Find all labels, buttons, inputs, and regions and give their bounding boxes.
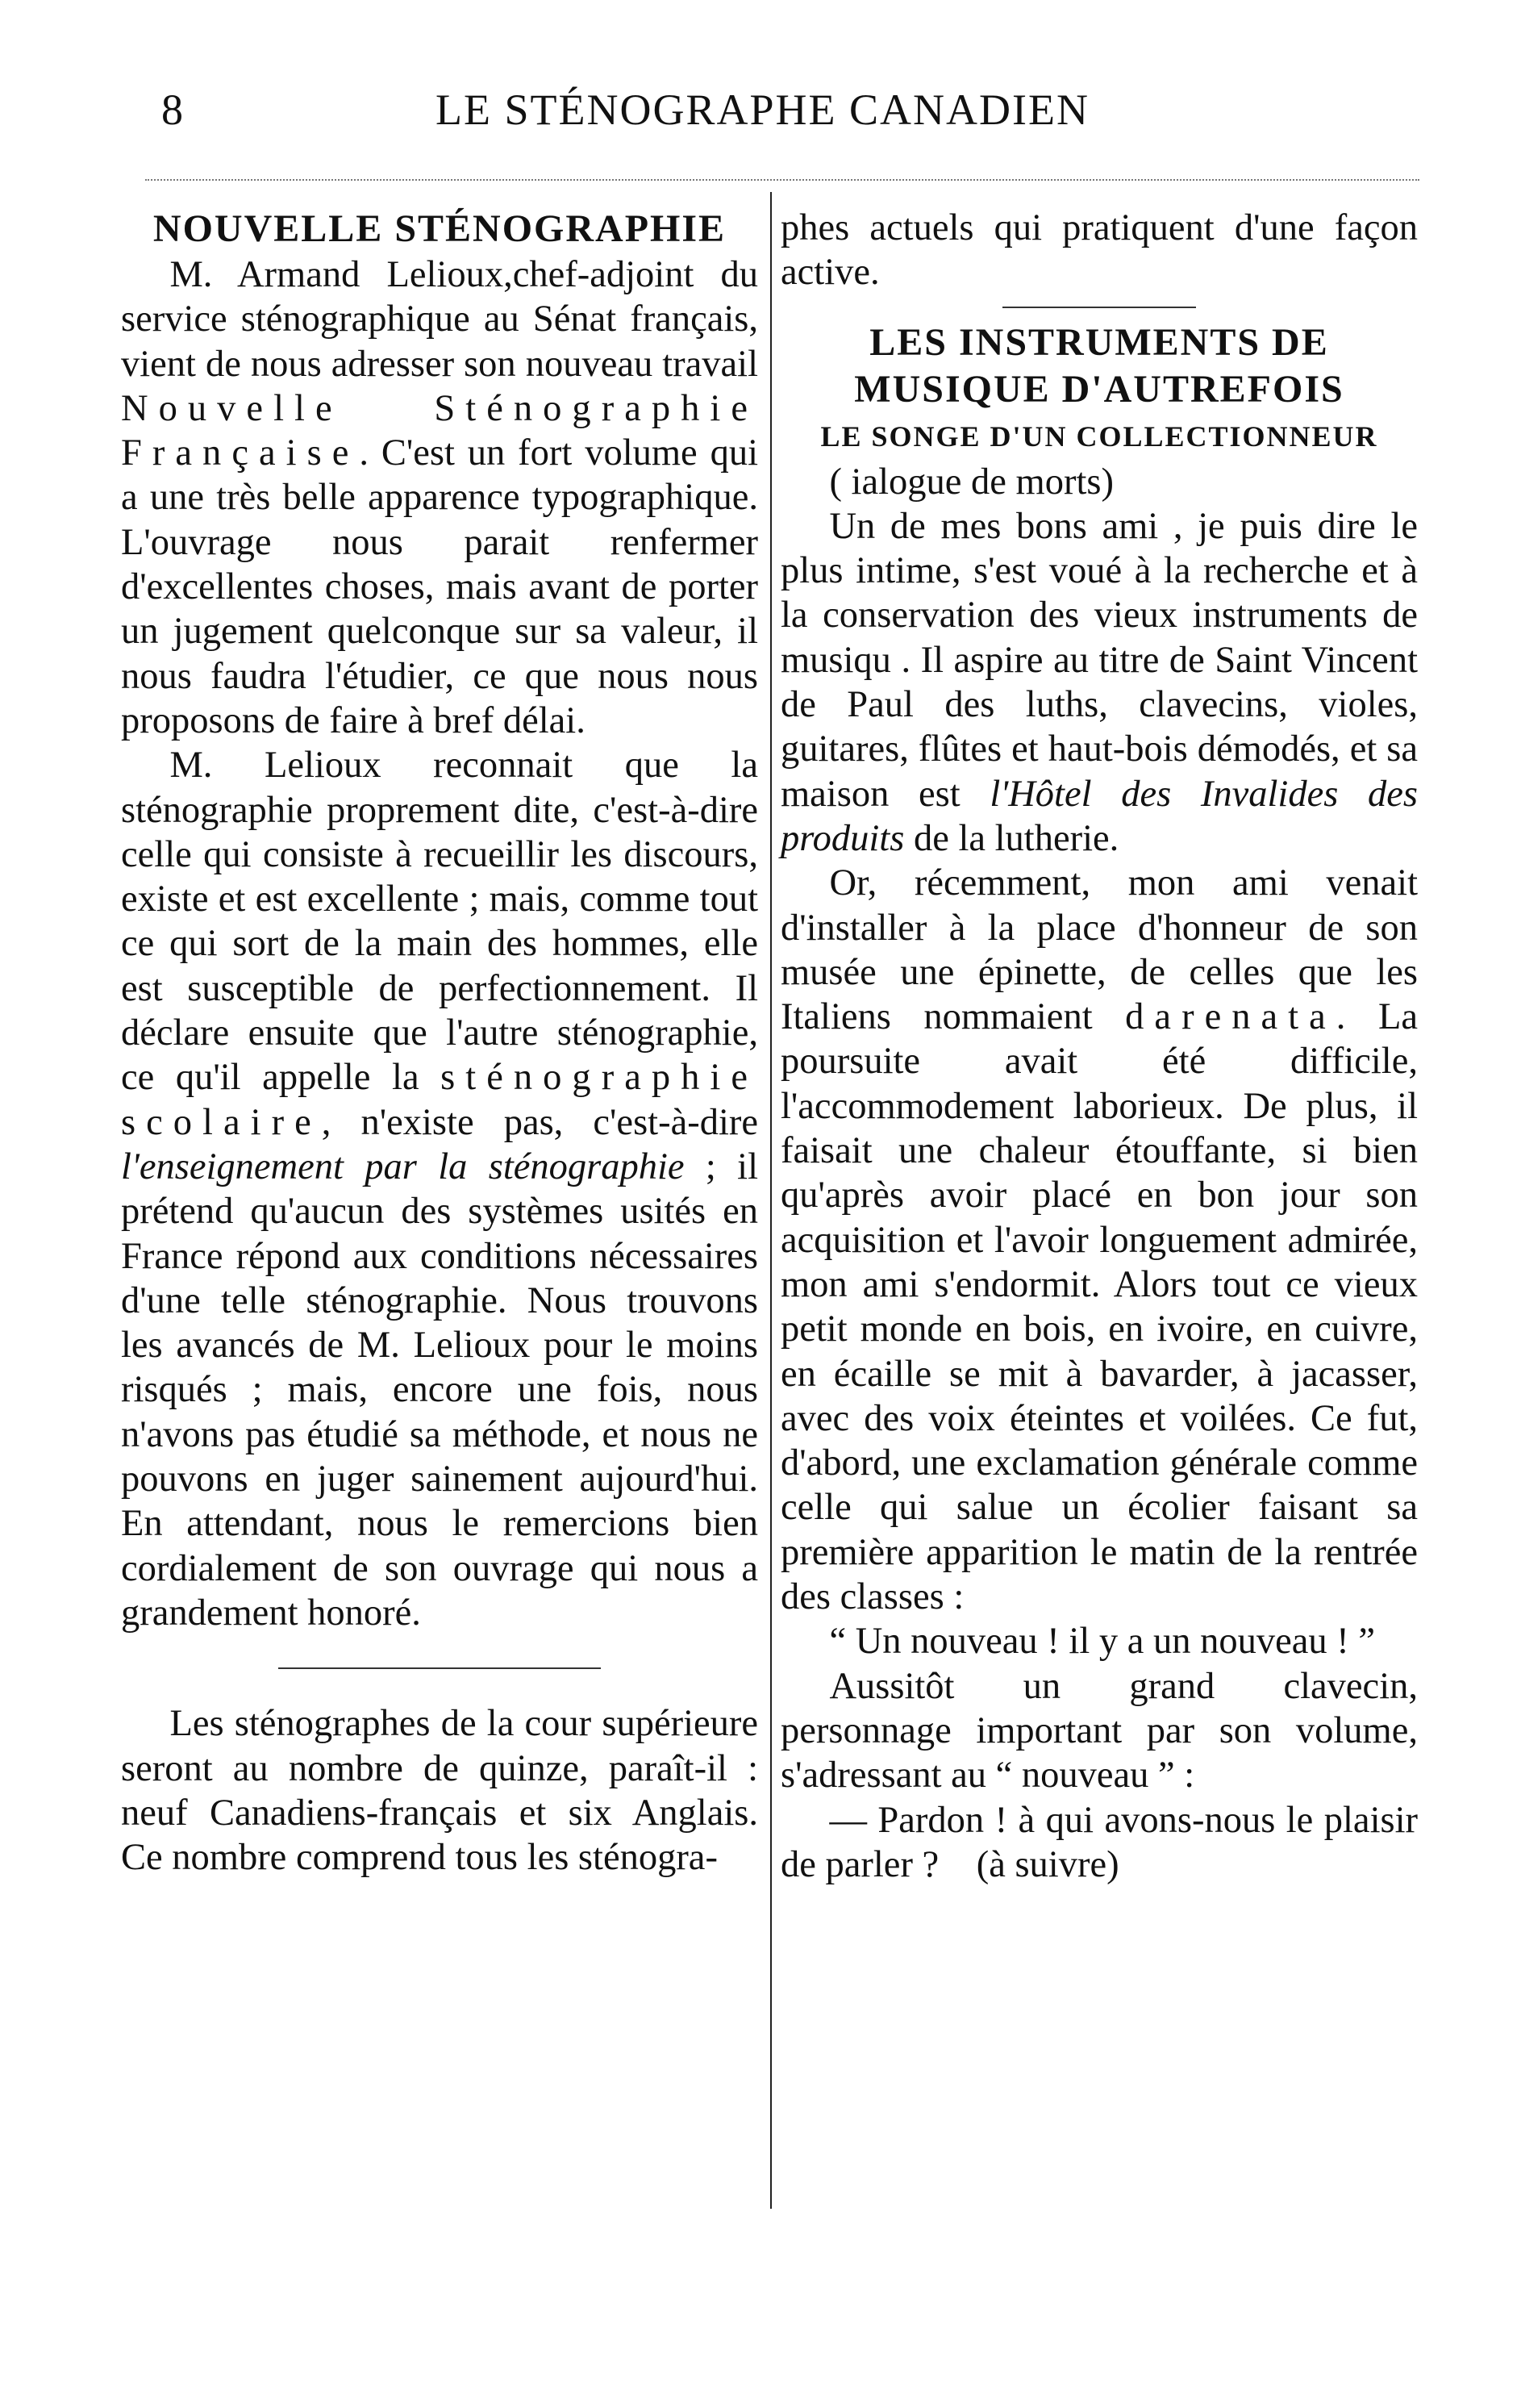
left-p1-text-a: M. Armand Lelioux,chef-adjoint du service sténographique au Sénat français, vient de nous adresser son nouveau travail [121, 254, 758, 385]
left-p2-text-a: M. Lelioux reconnait que la sténographie proprement dite, c'est-à-dire celle qui consiste à recueillir les discours, existe et est excellente ; mais, comme tout ce qui sort de la main des hommes, elle est susceptible de perfectionnement. Il déclare ensuite que l'autre sténographie, ce qu'il appelle la [121, 745, 758, 1099]
left-paragraph-1 [121, 252, 758, 743]
right-p2-text-a: Or, récemment, mon ami venait d'installer à la place d'honneur de son musée une épinette, de celles que les Italiens nommaient [781, 862, 1418, 1038]
journal-title: LE STÉNOGRAPHE CANADIEN [435, 86, 1090, 134]
right-p1-text-a: Un de mes bons ami , je puis dire le plus intime, s'est voué à la recherche et à la conservation des vieux instruments de musiqu . Il aspire au titre de Saint Vincent de Paul des luths, clavecins, violes, guitares, flûtes et haut-bois démodés, et sa maison est [781, 505, 1418, 815]
header-rule [145, 179, 1419, 181]
right-continuation: phes actuels qui pratiquent d'une façon active. [781, 207, 1418, 294]
article-separator [1002, 307, 1196, 308]
right-paragraph-5 [781, 1798, 1418, 1888]
right-paragraph-4: Aussitôt un grand clavecin, personnage important par son volume, s'adressant au “ nouveau ” : [781, 1665, 1418, 1797]
article-heading-nouvelle-stenographie: NOUVELLE STÉNOGRAPHIE [152, 207, 727, 250]
a-suivre: (à suivre) [976, 1843, 1119, 1885]
article-parenthetical: ( ialogue de morts) [829, 461, 1114, 503]
article-heading-instruments: LES INSTRUMENTS DE MUSIQUE D'AUTREFOIS [854, 320, 1344, 411]
left-paragraph-2 [121, 743, 758, 1635]
right-paragraph-3: “ Un nouveau ! il y a un nouveau ! ” [829, 1621, 1376, 1663]
left-p2-italic: l'enseignement par la sténographie [121, 1146, 685, 1187]
right-p1-text-b: de la lutherie. [904, 817, 1119, 859]
right-p2-text-b: . La poursuite avait été difficile, l'accommodement laborieux. De plus, il faisait une chaleur étouffante, si bien qu'après avoir placé en bon jour son acquisition et l'avoir longuement admirée, mon ami s'endormit. Alors tout ce vieux petit monde en bois, en ivoire, en cuivre, en écaille se mit à bavarder, à jacasser, avec des voix éteintes et voilées. Ce fut, d'abord, une exclamation générale comme celle qui salue un écolier faisant sa première apparition le matin de la rentrée des classes : [781, 996, 1418, 1618]
column-divider [770, 192, 772, 2209]
left-p1-text-b: . C'est un fort volume qui a une très belle apparence typographique. L'ouvrage nous parait renfermer d'excellentes choses, mais avant de porter un jugement quelconque sur sa valeur, il nous faudra l'étudier, ce que nous nous proposons de faire à bref délai. [121, 432, 758, 741]
running-header [161, 85, 1363, 141]
right-p2-spaced: darenata [1125, 996, 1336, 1038]
right-p5-text: — Pardon ! à qui avons-nous le plaisir de parler ? [781, 1799, 1418, 1885]
book-title: Nouvelle Sténographie Française [121, 387, 758, 474]
page-number: 8 [161, 86, 185, 134]
left-paragraph-3: Les sténographes de la cour supérieure seront au nombre de quinze, paraît-il : neuf Canadiens-français et six Anglais. Ce nombre comprend tous les sténogra- [121, 1703, 758, 1879]
left-p2-spaced: sténographie scolaire [121, 1057, 758, 1143]
left-p2-text-b: , n'existe pas, c'est-à-dire [321, 1101, 758, 1143]
left-column [121, 206, 758, 1880]
right-column [781, 206, 1418, 1887]
article-subheading: LE SONGE D'UN COLLECTIONNEUR [820, 419, 1378, 453]
section-separator [278, 1667, 601, 1669]
right-p1-italic: l'Hôtel des Invalides des produits [781, 773, 1419, 859]
right-paragraph-2 [781, 861, 1418, 1619]
left-p2-text-c: ; il prétend qu'aucun des systèmes usités en France répond aux conditions nécessaires d'une telle sténographie. Nous trouvons les avancés de M. Lelioux pour le moins risqués ; mais, encore une fois, nous n'avons pas étudié sa méthode, et nous ne pouvons en juger sainement aujourd'hui. En attendant, nous le remercions bien cordialement de son ouvrage qui nous a grandement honoré. [121, 1146, 758, 1634]
right-paragraph-1 [781, 504, 1418, 861]
